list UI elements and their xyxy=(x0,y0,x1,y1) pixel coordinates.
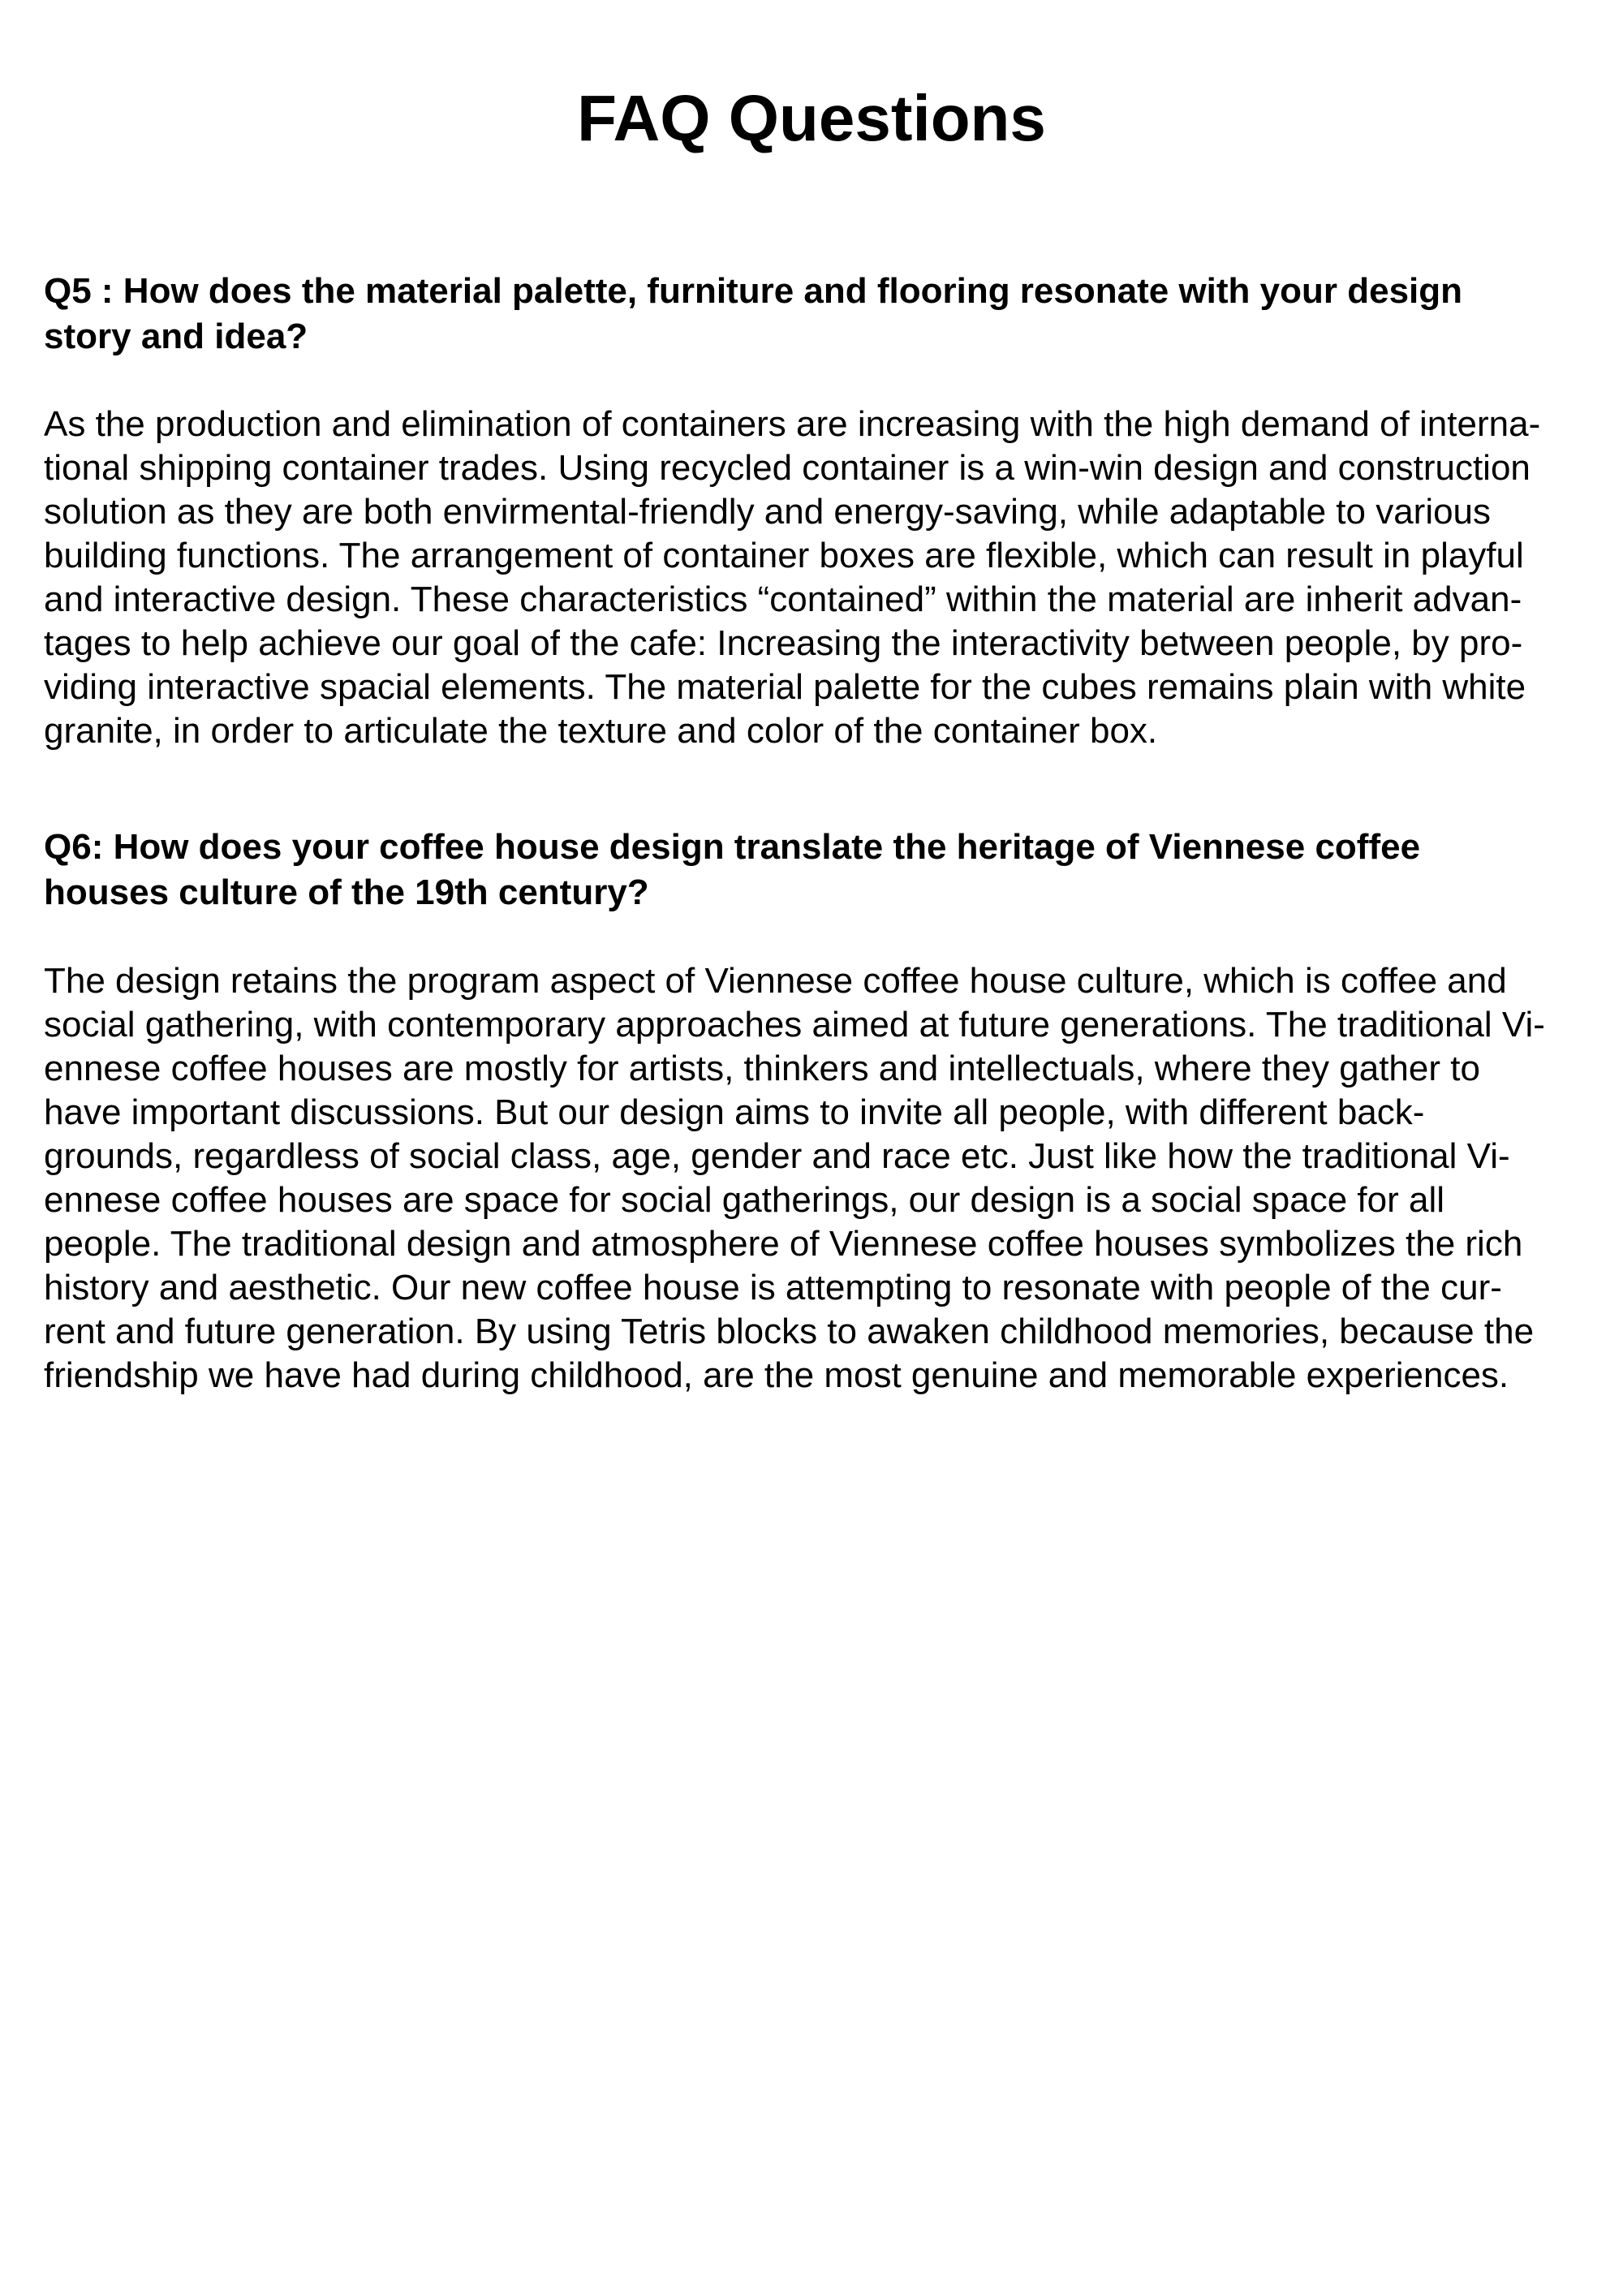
answer-line: rent and future generation. By using Tetris blocks to awaken childhood memories, because the xyxy=(44,1312,1535,1351)
answer-line: ennese coffee houses are mostly for artists, thinkers and intellectuals, where they gather to xyxy=(44,1049,1480,1088)
answer-line: building functions. The arrangement of container boxes are flexible, which can result in playful xyxy=(44,536,1524,575)
answer-line: people. The traditional design and atmosphere of Viennese coffee houses symbolizes the rich xyxy=(44,1224,1523,1264)
answer-line: tional shipping container trades. Using recycled container is a win-win design and construction xyxy=(44,448,1530,488)
question-line: Q6: How does your coffee house design translate the heritage of Viennese coffee xyxy=(44,827,1421,867)
answer-line: tages to help achieve our goal of the cafe: Increasing the interactivity between people, by pro- xyxy=(44,623,1523,663)
answer-line: ennese coffee houses are space for social gatherings, our design is a social space for all xyxy=(44,1180,1444,1220)
faq-question-q6 xyxy=(44,825,1569,915)
answer-line: solution as they are both envirmental-friendly and energy-saving, while adaptable to various xyxy=(44,492,1492,532)
question-line: houses culture of the 19th century? xyxy=(44,872,649,912)
answer-line: social gathering, with contemporary approaches aimed at future generations. The traditional Vi- xyxy=(44,1005,1545,1045)
answer-line: grounds, regardless of social class, age, gender and race etc. Just like how the traditional Vi- xyxy=(44,1136,1510,1176)
answer-line: viding interactive spacial elements. The material palette for the cubes remains plain with white xyxy=(44,667,1526,707)
question-line: story and idea? xyxy=(44,317,308,356)
answer-line: The design retains the program aspect of Viennese coffee house culture, which is coffee and xyxy=(44,961,1507,1001)
answer-line: history and aesthetic. Our new coffee house is attempting to resonate with people of the cur- xyxy=(44,1268,1502,1307)
answer-line: As the production and elimination of containers are increasing with the high demand of interna- xyxy=(44,404,1541,444)
faq-answer-q5 xyxy=(44,403,1569,753)
answer-line: friendship we have had during childhood, are the most genuine and memorable experiences. xyxy=(44,1355,1509,1395)
answer-line: have important discussions. But our design aims to invite all people, with different back- xyxy=(44,1092,1425,1132)
faq-answer-q6 xyxy=(44,959,1569,1398)
faq-question-q5 xyxy=(44,269,1569,360)
answer-line: granite, in order to articulate the texture and color of the container box. xyxy=(44,711,1158,751)
page-title: FAQ Questions xyxy=(577,82,1046,154)
question-line: Q5 : How does the material palette, furniture and flooring resonate with your design xyxy=(44,271,1463,311)
answer-line: and interactive design. These characteristics “contained” within the material are inherit advan- xyxy=(44,579,1522,619)
